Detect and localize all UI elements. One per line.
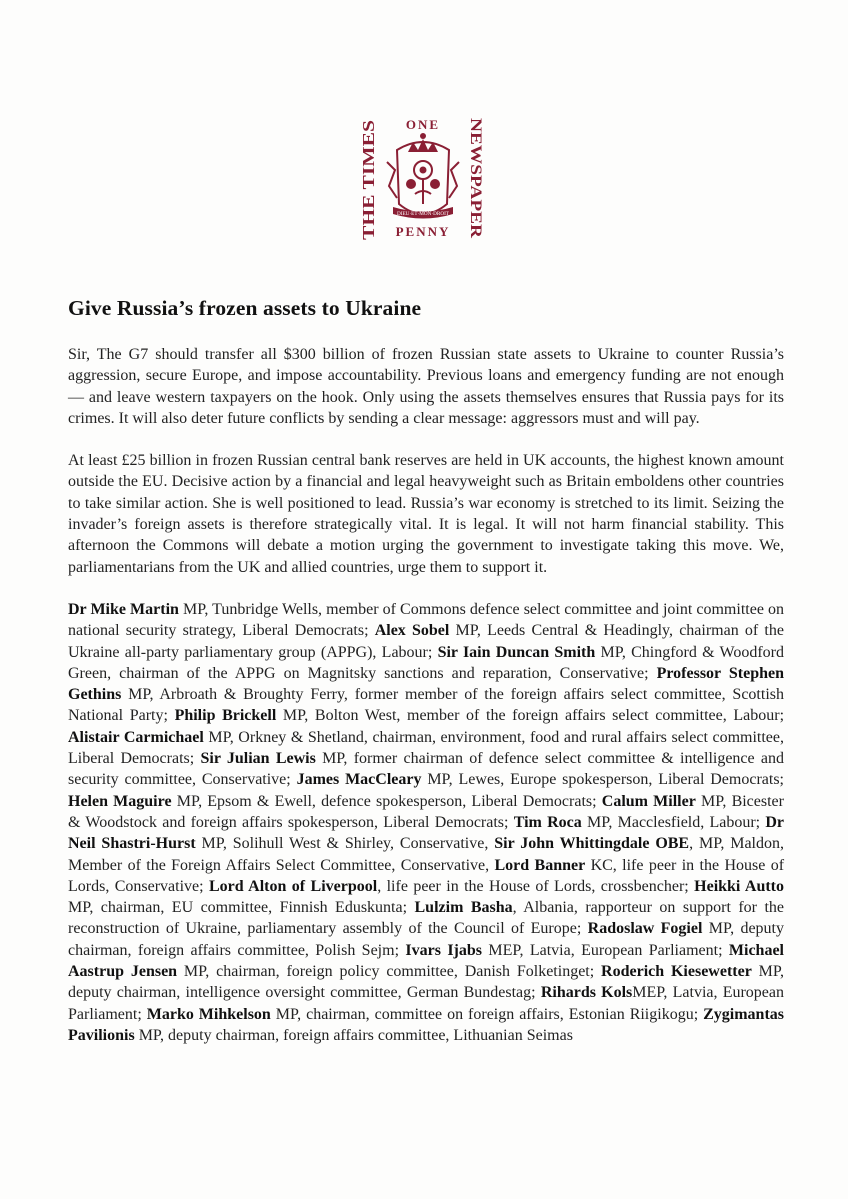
signatory-name: Rihards Kols [540, 984, 633, 1002]
signatory-name: Sir John Whittingdale OBE [494, 835, 690, 853]
signatory-name: Helen Maguire [68, 792, 172, 810]
signatory-details: MP, Lewes, Europe spokesperson, Liberal Democrats; [421, 771, 785, 789]
signatory-details: MP, Solihull West & Shirley, Conservative, [195, 835, 495, 853]
signatory-details: MP, Macclesfield, Labour; [581, 813, 766, 831]
times-masthead-logo [353, 112, 493, 242]
letter-headline: Give Russia’s frozen assets to Ukraine [68, 296, 422, 320]
letter-body [68, 344, 784, 1067]
signatory-name: Radoslaw Fogiel [587, 920, 703, 938]
masthead-motto: DIEU·ET·MON·DROIT [397, 212, 449, 217]
signatory-details: MP, chairman, foreign policy committee, Danish Folketinget; [177, 963, 602, 981]
signatory-details: MP, Epsom & Ewell, defence spokesperson, Liberal Democrats; [171, 792, 602, 810]
masthead-right-text: NEWSPAPER [467, 118, 484, 218]
signatory-name: Philip Brickell [174, 707, 277, 725]
signatory-details: MP, Chingford & Woodford Green, chairman of the APPG on Magnitsky sanctions and reparation, Conservative; [68, 643, 784, 682]
masthead-left-text: THE TIMES [359, 145, 378, 240]
signatory-name: Sir Julian Lewis [200, 750, 316, 768]
signatory-details: MP, Bolton West, member of the foreign affairs select committee, Labour; [276, 707, 785, 725]
signatory-details: MP, chairman, committee on foreign affairs, Estonian Riigikogu; [270, 1005, 704, 1023]
signatory-name: Calum Miller [601, 792, 696, 810]
signatory-details: , life peer in the House of Lords, crossbencher; [377, 877, 695, 895]
signatory-name: Zygimantas Pavilionis [68, 1005, 785, 1044]
signatory-name: Professor Stephen Gethins [68, 664, 785, 704]
royal-crest-icon [353, 112, 493, 242]
signatory-details: MP, Arbroath & Broughty Ferry, former member of the foreign affairs select committee, Scottish National Party; [68, 686, 784, 725]
signatory-name: Alistair Carmichael [68, 728, 204, 746]
signatory-name: Sir Iain Duncan Smith [437, 643, 596, 661]
signatory-details: KC, life peer in the House of Lords, Conservative; [68, 856, 785, 895]
letter-paragraph: Sir, The G7 should transfer all $300 billion of frozen Russian state assets to Ukraine to counter Russia’s aggression, secure Europe, and impose accountability. Previous loans and emergency funding are not enough — and leave western taxpayers on the hook. Only using the assets themselves ensures that Russia pays for its crimes. It will also deter future conflicts by sending a clear message: aggressors must and will pay. [68, 346, 784, 427]
signatory-name: Lulzim Basha [414, 899, 513, 917]
signatory-details: MP, Bicester & Woodstock and foreign affairs spokesperson, Liberal Democrats; [68, 792, 784, 831]
letter-paragraph: At least £25 billion in frozen Russian central bank reserves are held in UK accounts, the highest known amount outside the EU. Decisive action by a financial and legal heavyweight such as Britain emboldens other countries to take similar action. She is well positioned to lead. Russia’s war economy is stretched to its limit. Seizing the invader’s foreign assets is therefore strategically vital. It is legal. It will not harm financial stability. This afternoon the Commons will debate a motion urging the government to investigate taking this move. We, parliamentarians from the UK and allied countries, urge them to support it. [68, 452, 784, 576]
signatory-name: Lord Banner [494, 856, 586, 874]
signatory-details: MP, former chairman of defence select committee & intelligence and security committee, Conservative; [68, 750, 784, 789]
signatory-name: James MacCleary [296, 771, 422, 789]
signatory-name: Lord Alton of Liverpool [209, 877, 378, 895]
signatory-name: Heikki Autto [694, 877, 784, 895]
signatory-details: , MP, Maldon, Member of the Foreign Affairs Select Committee, Conservative, [68, 835, 784, 874]
signatory-name: Dr Mike Martin [68, 600, 179, 618]
signatory-name: Michael Aastrup Jensen [68, 941, 784, 981]
signatory-details: MP, Leeds Central & Headingly, chairman of the Ukraine all-party parliamentary group (APPG), Labour; [68, 622, 784, 661]
signatory-name: Tim Roca [513, 813, 582, 831]
signatory-details: MP, deputy chairman, foreign affairs committee, Lithuanian Seimas [134, 1026, 573, 1044]
signatory-details: MP, Tunbridge Wells, member of Commons defence select committee and joint committee on national security strategy, Liberal Democrats; [68, 600, 784, 640]
signatories-list [68, 599, 784, 1046]
signatory-details: MP, Orkney & Shetland, chairman, environment, food and rural affairs select committee, Liberal Democrats; [68, 728, 784, 768]
signatory-name: Dr Neil Shastri-Hurst [68, 813, 785, 853]
signatory-details: MP, chairman, EU committee, Finnish Eduskunta; [68, 899, 415, 917]
masthead-bottom-text: PENNY [395, 224, 451, 239]
signatory-name: Marko Mihkelson [146, 1005, 271, 1023]
signatory-name: Roderich Kiesewetter [601, 963, 752, 981]
masthead-top-text: ONE [405, 117, 441, 132]
signatory-details: MP, deputy chairman, foreign affairs committee, Polish Sejm; [68, 920, 784, 959]
signatory-details: MEP, Latvia, European Parliament; [482, 941, 729, 959]
signatory-name: Ivars Ijabs [405, 941, 482, 959]
signatory-details: MEP, Latvia, European Parliament; [68, 984, 785, 1023]
signatory-details: MP, deputy chairman, intelligence oversight committee, German Bundestag; [68, 963, 785, 1002]
signatory-name: Alex Sobel [374, 622, 450, 640]
signatory-details: , Albania, rapporteur on support for the reconstruction of Ukraine, parliamentary assembly of the Council of Europe; [68, 899, 785, 938]
